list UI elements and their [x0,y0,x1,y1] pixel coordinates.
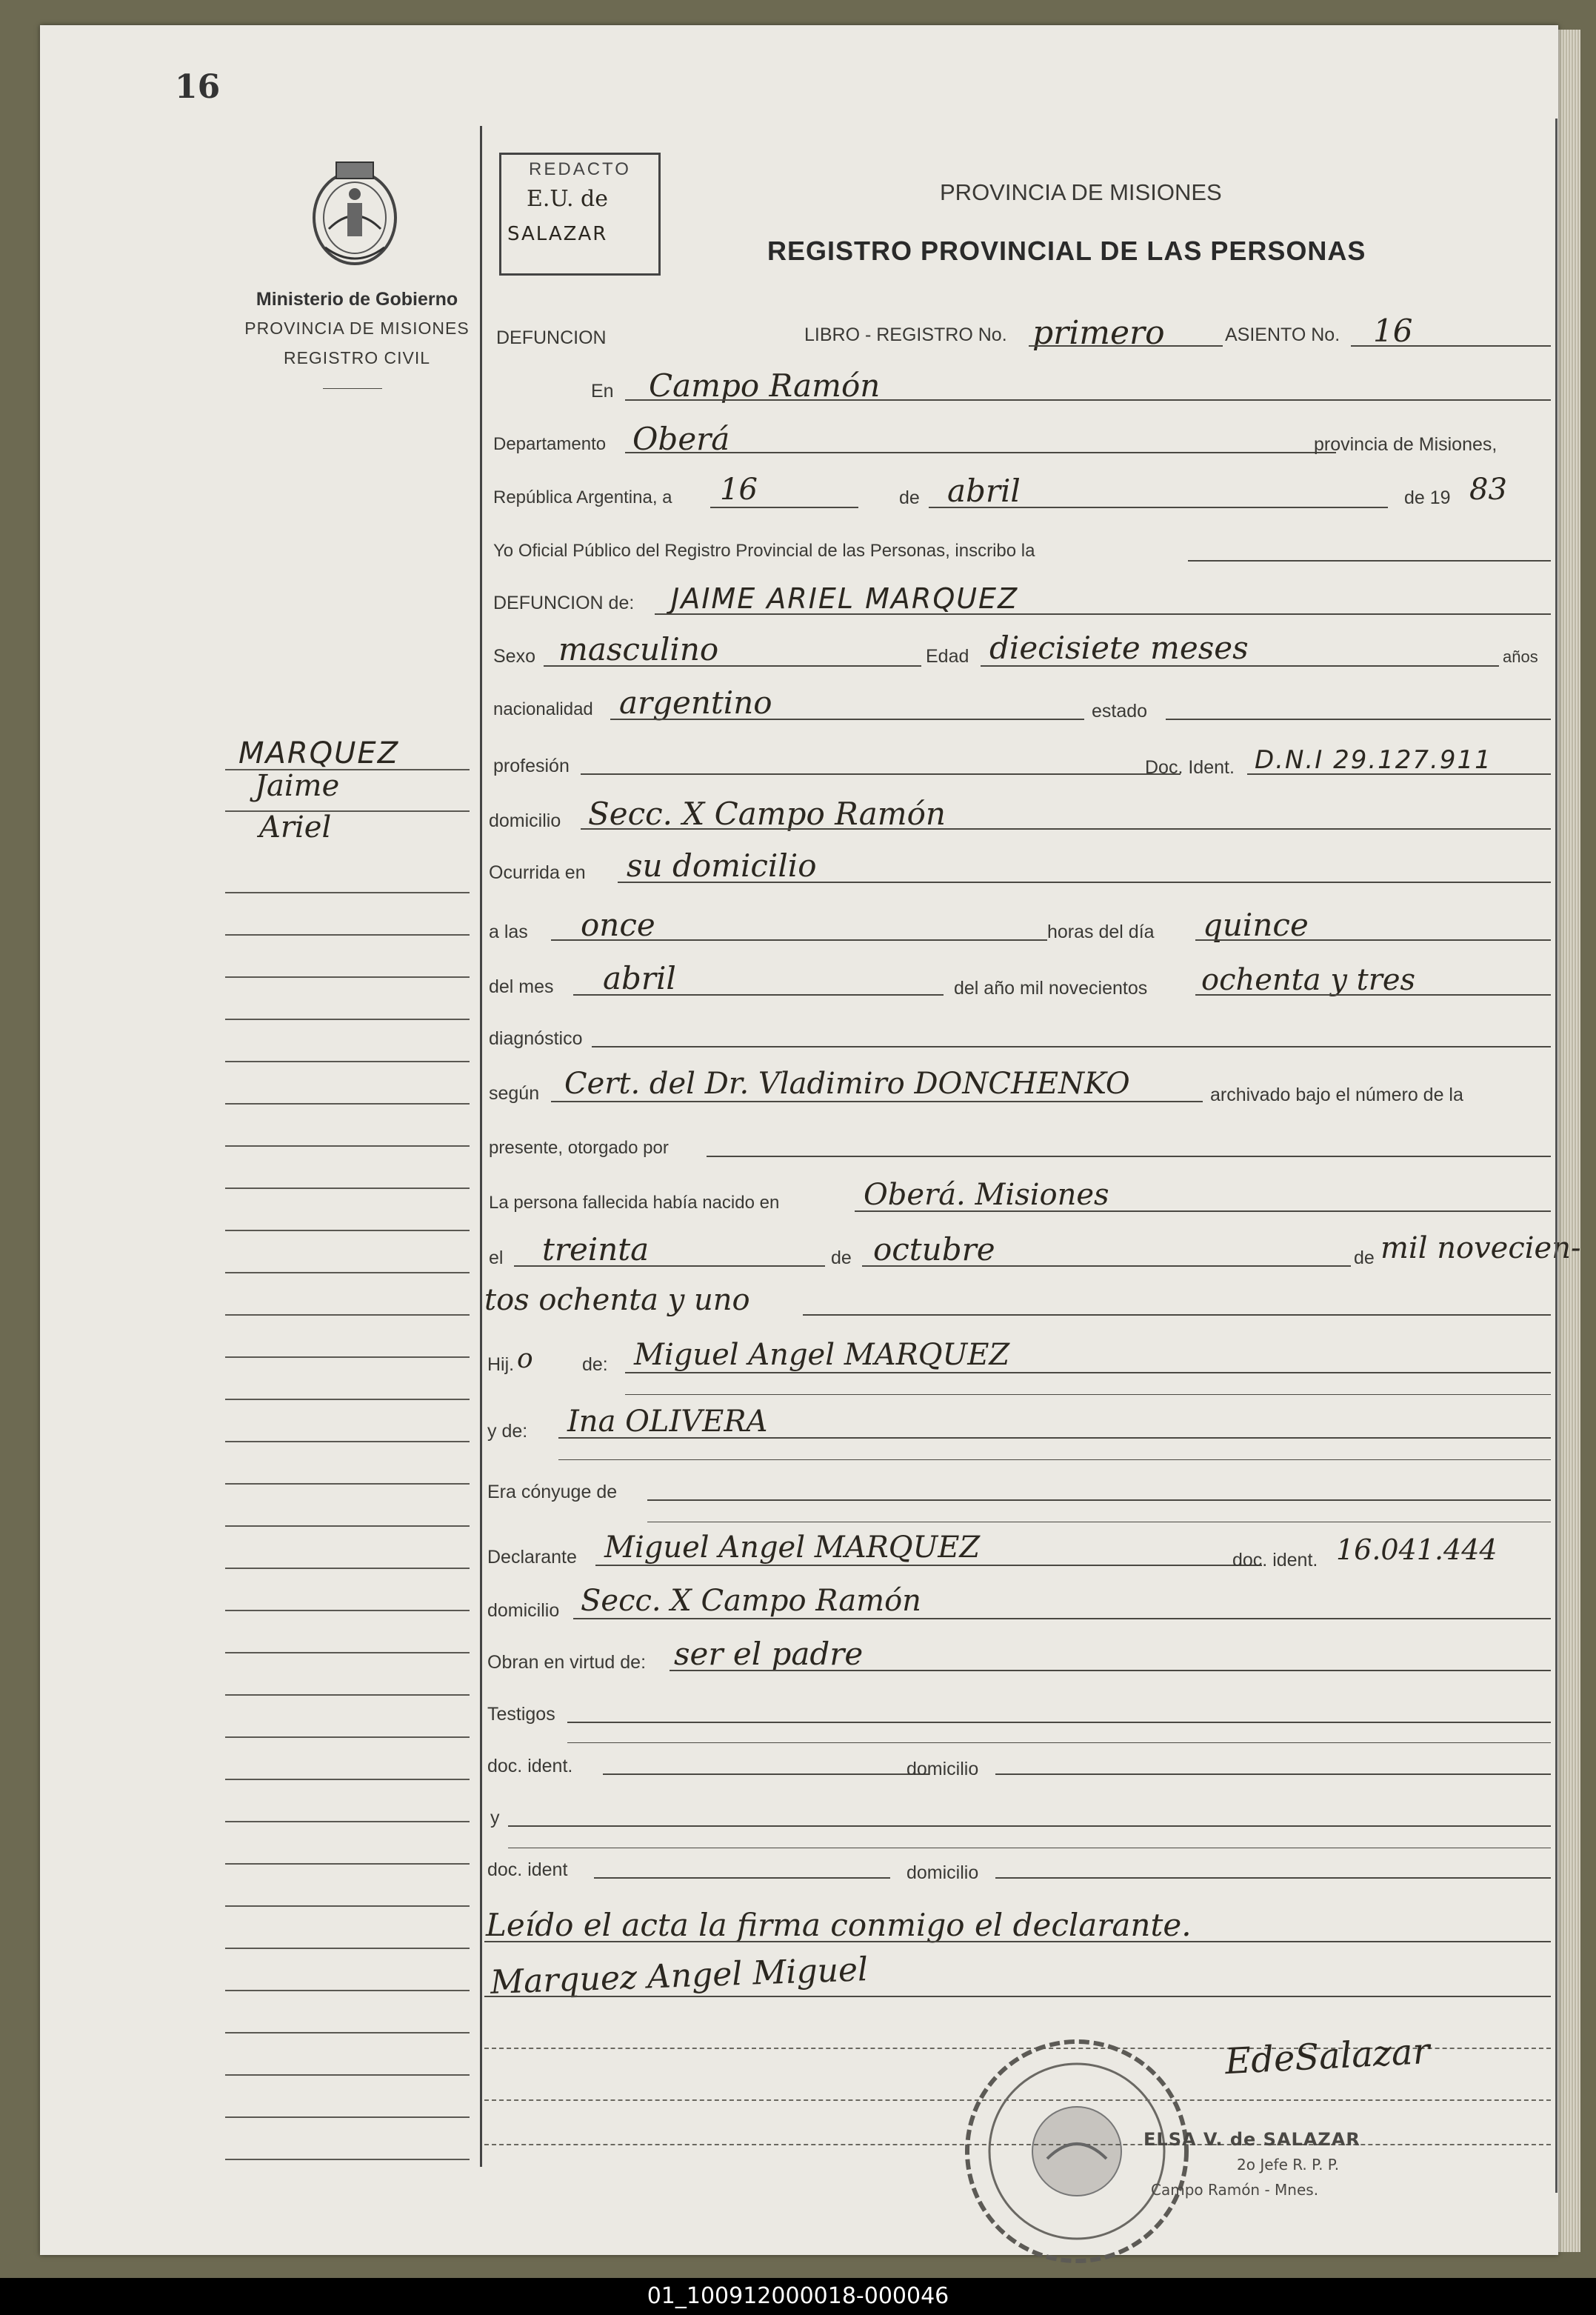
alas-label: a las [489,922,528,942]
margin-rule [225,1441,470,1442]
domicilio4-line [995,1877,1551,1879]
delmes-label: del mes [489,976,554,997]
delanio-label: del año mil novecientos [954,978,1148,999]
image-identifier: 01_100912000018-000046 [0,2278,1596,2315]
docident1-label: doc. ident. [487,1756,573,1776]
leido-text: Leído el acta la firma conmigo el declarante. [486,1907,1192,1943]
domicilio4-label: domicilio [906,1862,979,1883]
margin-rule [225,1314,470,1316]
libro-label: LIBRO - REGISTRO No. [804,324,1007,345]
horas-value: quince [1203,907,1309,943]
register-page [40,25,1581,2255]
anios-label: años [1503,647,1538,666]
margin-firstname: Jaime [255,769,340,803]
de2-line [862,1265,1351,1267]
sexo-label: Sexo [493,646,535,667]
domicilio3-label: domicilio [906,1759,979,1779]
dia-value: 16 [720,473,758,507]
segun-line [551,1101,1203,1102]
domicilio2-value: Secc. X Campo Ramón [581,1584,921,1618]
margin-rule [225,1610,470,1611]
domicilio-label: domicilio [489,810,561,831]
padre-line2 [625,1394,1551,1395]
asiento-line [1351,345,1551,347]
de2-value: octubre [873,1231,995,1268]
defuncion-heading: DEFUNCION [496,327,607,348]
registrar-name: ELSA V. de SALAZAR [1143,2129,1360,2150]
madre-line [558,1437,1551,1439]
docident1-line [603,1773,929,1775]
de3-value: mil novecien- [1380,1231,1581,1265]
edad-label: Edad [926,646,969,667]
margin-rule [225,976,470,978]
el-value: treinta [542,1231,650,1268]
nacionalidad-label: nacionalidad [493,699,593,719]
header-province: PROVINCIA DE MISIONES [940,179,1222,205]
docident2-line [594,1877,890,1879]
hijo-suffix: o [517,1344,533,1374]
margin-rule [225,1061,470,1062]
de19-label: de 19 [1404,487,1451,508]
margin-rule [225,1356,470,1358]
libro-value: primero [1032,314,1165,352]
obran-line [670,1670,1551,1671]
margin-rule [225,1483,470,1485]
nacionalidad-line [610,719,1084,720]
declarante-value: Miguel Angel MARQUEZ [604,1530,981,1565]
estado-line [1166,719,1551,720]
ministry-province: PROVINCIA DE MISIONES [244,319,470,338]
asiento-label: ASIENTO No. [1225,324,1340,345]
margin-rule [225,1948,470,1949]
domicilio-value: Secc. X Campo Ramón [588,796,946,832]
en-line [625,399,1551,401]
margin-rule [225,1145,470,1147]
conyuge-line [647,1499,1551,1501]
diagnostico-label: diagnóstico [489,1028,583,1049]
redacto-stamp [499,153,661,276]
en-value: Campo Ramón [649,367,881,404]
declarante-doc-value: 16.041.444 [1336,1533,1497,1566]
presente-label: presente, otorgado por [489,1138,669,1158]
oficial-line [1188,560,1551,562]
margin-rule [225,1019,470,1020]
ministry-registro: REGISTRO CIVIL [283,348,431,367]
defuncion-de-label: DEFUNCION de: [493,593,635,613]
declarante-doc-label: doc. ident. [1232,1550,1318,1570]
margin-surname: MARQUEZ [238,736,400,770]
el-line [514,1265,825,1267]
margin-rule [225,1103,470,1105]
margin-rule [225,1188,470,1189]
padre-line [625,1372,1551,1373]
page-number: 16 [175,68,221,106]
archivado-label: archivado bajo el número de la [1210,1085,1463,1105]
domicilio2-label: domicilio [487,1600,560,1621]
doc-ident-value: D.N.I 29.127.911 [1255,745,1492,775]
domicilio3-line [995,1773,1551,1775]
provincia-label: provincia de Misiones, [1314,434,1497,455]
redacto-label: REDACTO [529,159,631,179]
y-line [508,1825,1551,1827]
departamento-value: Oberá [632,421,730,457]
margin-rule [225,2159,470,2160]
delmes-line [573,994,944,996]
ocurrida-value: su domicilio [627,847,817,884]
padre-value: Miguel Angel MARQUEZ [634,1338,1010,1372]
y-label: y [490,1808,500,1828]
libro-line [1029,345,1223,347]
departamento-label: Departamento [493,434,607,454]
nacido-label: La persona fallecida había nacido en [489,1193,780,1213]
profesion-label: profesión [493,756,570,776]
margin-rule [225,1568,470,1569]
margin-rule [225,1652,470,1653]
presente-line [707,1156,1551,1157]
ministry-divider [323,388,382,389]
official-seal-icon [958,2033,1195,2270]
ministry-title: Ministerio de Gobierno [256,289,458,310]
registrar-signature: EdeSalazar [1223,2030,1431,2083]
margin-rule [225,2032,470,2033]
edad-value: diecisiete meses [989,630,1249,666]
de3-label: de [1354,1248,1375,1268]
registrar-title: 2o Jefe R. P. P. [1237,2156,1340,2174]
margin-rule [225,1399,470,1400]
margin-rule [225,1230,470,1231]
segun-label: según [489,1083,540,1104]
margin-rule [225,1694,470,1696]
margin-rule [225,2074,470,2076]
nombre-value: JAIME ARIEL MARQUEZ [671,582,1019,615]
testigos-label: Testigos [487,1704,555,1725]
margin-rule [225,934,470,936]
firma-declarante: Marquez Angel Miguel [490,1951,869,2002]
redacto-line1: E.U. de [527,186,608,212]
margin-rule [225,2116,470,2118]
el-label: el [489,1248,504,1268]
asiento-value: 16 [1373,313,1413,349]
madre-line2 [558,1459,1551,1460]
doc-ident-label: Doc. Ident. [1145,757,1235,778]
margin-rule [225,1736,470,1738]
oficial-text: Yo Oficial Público del Registro Provincial de las Personas, inscribo la [493,541,1035,561]
departamento-line [625,452,1336,453]
conyuge-label: Era cónyuge de [487,1482,618,1502]
nacido-line [855,1210,1551,1212]
obran-value: ser el padre [674,1636,864,1672]
form-vertical-rule [480,126,482,2167]
margin-rule [225,1863,470,1865]
madre-value: Ina OLIVERA [567,1405,768,1439]
margin-secondname: Ariel [259,810,332,845]
profesion-line [581,773,1181,775]
obran-label: Obran en virtud de: [487,1652,647,1673]
margin-rule [225,1905,470,1907]
anio-value: 83 [1469,473,1507,507]
delmes-value: abril [603,960,676,996]
testigos-line [567,1722,1551,1723]
header-registry: REGISTRO PROVINCIAL DE LAS PERSONAS [767,236,1366,266]
diagnostico-line [592,1046,1551,1047]
testigos-line2 [567,1742,1551,1743]
declarante-line [595,1565,1262,1566]
estado-label: estado [1092,701,1148,722]
margin-rule [225,1525,470,1527]
page-stack-edge [1558,30,1580,2252]
leido-line [484,1941,1551,1942]
nombre-line [655,613,1551,615]
de-label: de [899,487,920,508]
en-label: En [591,381,614,402]
ocurrida-line [618,882,1551,883]
redacto-line2: SALAZAR [507,223,608,245]
doc-ident-line [1247,773,1551,775]
registrar-place: Campo Ramón - Mnes. [1151,2181,1319,2199]
de2-label: de [831,1248,852,1268]
delanio-line [1195,994,1551,996]
docident2-label: doc. ident [487,1859,568,1880]
coat-of-arms-icon [307,159,403,270]
segun-value: Cert. del Dr. Vladimiro DONCHENKO [564,1067,1130,1101]
margin-rule [225,1990,470,1991]
yde-label: y de: [487,1421,528,1442]
ocurrida-label: Ocurrida en [489,862,586,883]
margin-rule [225,1779,470,1780]
edad-line [981,665,1499,667]
form-right-rule [1555,119,1557,2193]
alas-line [551,939,1047,941]
delanio-value: ochenta y tres [1201,963,1416,997]
nacionalidad-value: argentino [619,684,772,721]
mes-value: abril [947,473,1021,509]
mes-line [929,507,1388,508]
declarante-label: Declarante [487,1547,577,1568]
alas-value: once [581,907,655,943]
sexo-line [544,665,921,667]
margin-rule [225,892,470,893]
margin-rule [225,1821,470,1822]
domicilio-line [581,828,1551,830]
horas-label: horas del día [1047,922,1155,942]
hijo-de-label: de: [582,1354,608,1375]
nacido-value: Oberá. Misiones [864,1178,1109,1212]
tos-line [803,1314,1551,1316]
dia-line [710,507,858,508]
hijo-label: Hij. [487,1354,515,1375]
domicilio2-line [573,1618,1551,1619]
margin-rule [225,1272,470,1273]
horas-line [1195,939,1551,941]
tos-value: tos ochenta y uno [484,1283,750,1317]
sexo-value: masculino [558,631,719,667]
republica-label: República Argentina, a [493,487,672,507]
firma-line [484,1996,1551,1997]
